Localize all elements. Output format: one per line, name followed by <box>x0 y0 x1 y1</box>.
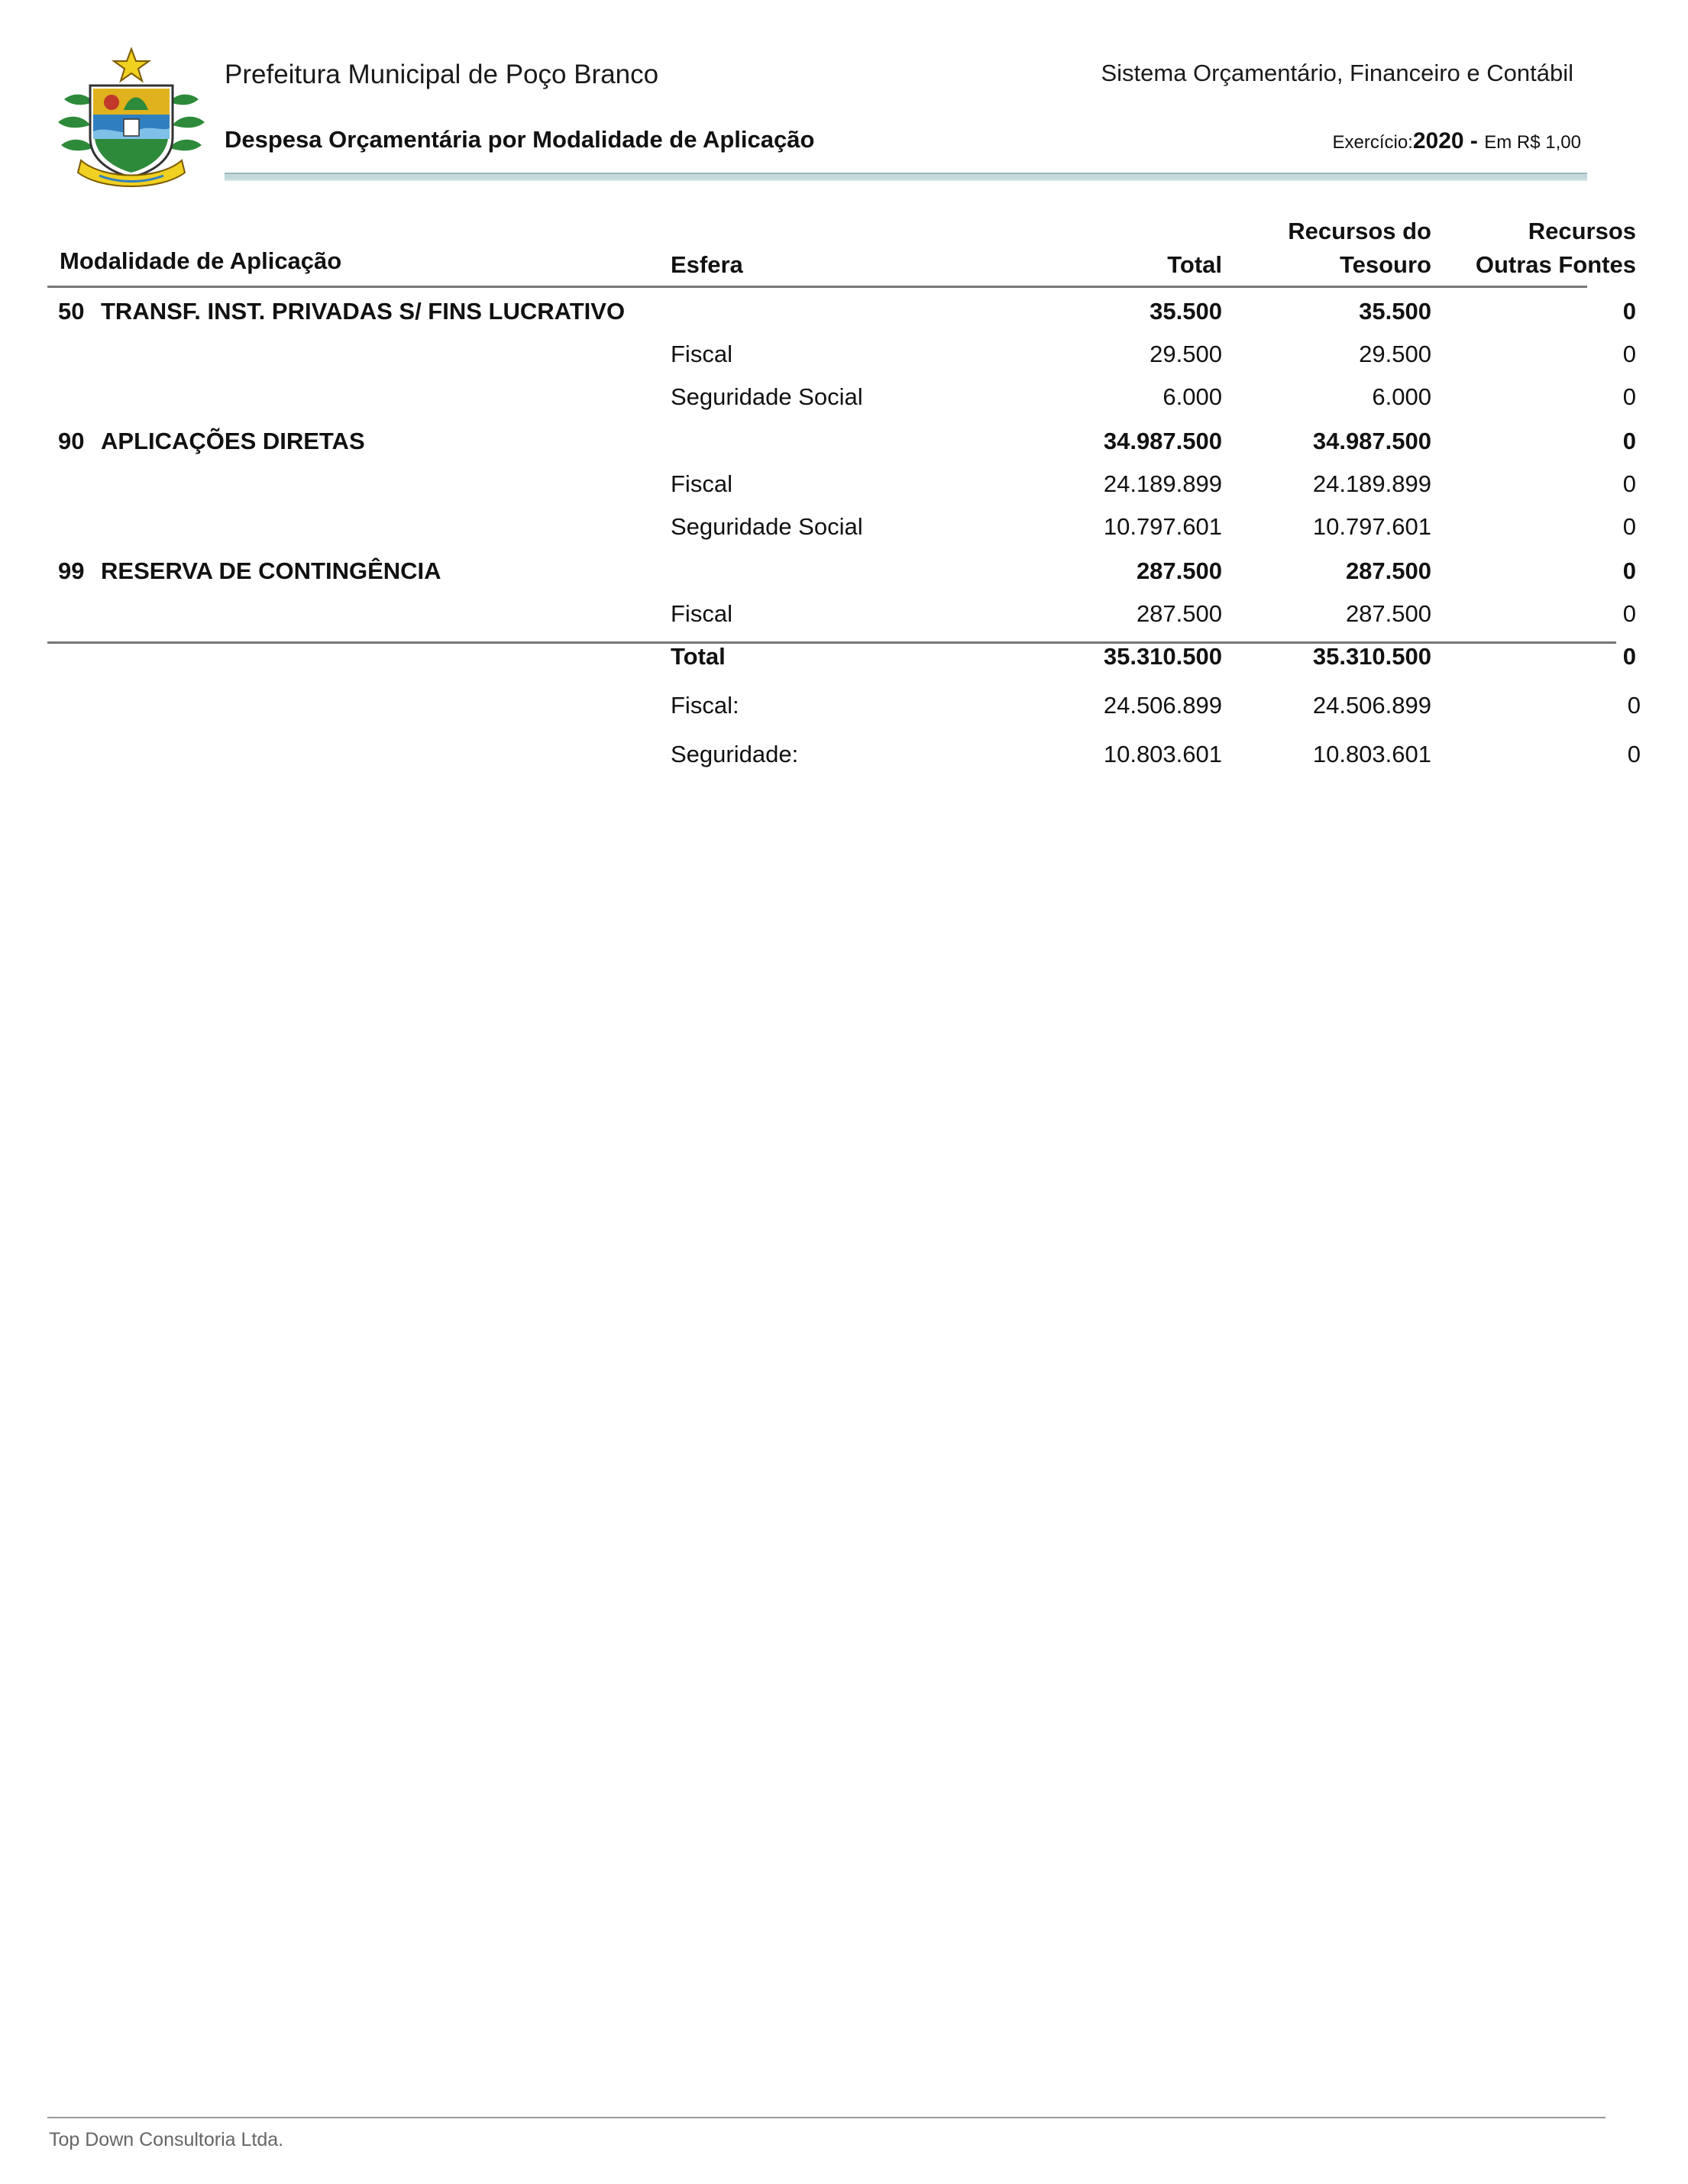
exercise-label: Exercício: <box>1332 132 1413 153</box>
currency-note: Em R$ 1,00 <box>1484 132 1581 153</box>
header-divider <box>225 173 1587 181</box>
row-total: 29.500 <box>1150 341 1222 367</box>
row-outras: 0 <box>1622 513 1636 540</box>
group-name: RESERVA DE CONTINGÊNCIA <box>101 557 441 584</box>
totals-fiscal-label: Fiscal: <box>671 692 739 719</box>
exercise-year: 2020 <box>1412 128 1464 153</box>
table-row-group <box>47 425 1636 458</box>
group-total: 287.500 <box>1136 557 1222 584</box>
esfera-label: Fiscal <box>671 341 732 367</box>
row-tesouro: 6.000 <box>1372 383 1431 410</box>
totals-fiscal-tesouro: 24.506.899 <box>1312 692 1431 719</box>
row-outras: 0 <box>1622 341 1636 367</box>
group-total: 34.987.500 <box>1103 428 1222 454</box>
system-name: Sistema Orçamentário, Financeiro e Contábil <box>1101 60 1573 86</box>
col-header-esfera: Esfera <box>671 251 743 278</box>
group-name: TRANSF. INST. PRIVADAS S/ FINS LUCRATIVO <box>101 298 626 325</box>
totals-seguridade-total: 10.803.601 <box>1103 741 1222 767</box>
esfera-label: Seguridade Social <box>671 383 863 410</box>
col-header-modalidade: Modalidade de Aplicação <box>60 247 342 274</box>
totals-fiscal-row <box>47 689 1641 722</box>
header-underline <box>47 286 1587 288</box>
totals-outras: 0 <box>1622 643 1636 670</box>
group-tesouro: 35.500 <box>1359 298 1431 325</box>
report-title: Despesa Orçamentária por Modalidade de Aplicação <box>225 126 815 153</box>
totals-tesouro: 35.310.500 <box>1312 643 1431 670</box>
esfera-label: Fiscal <box>671 470 732 497</box>
row-tesouro: 287.500 <box>1345 600 1431 627</box>
row-total: 6.000 <box>1163 383 1222 410</box>
row-tesouro: 24.189.899 <box>1312 470 1431 497</box>
group-outras: 0 <box>1622 298 1636 325</box>
table-row <box>47 380 1636 414</box>
table-row <box>47 467 1636 501</box>
row-total: 10.797.601 <box>1103 513 1222 540</box>
group-tesouro: 287.500 <box>1345 557 1431 584</box>
table-row-group <box>47 295 1636 328</box>
table-row <box>47 597 1636 631</box>
row-total: 24.189.899 <box>1103 470 1222 497</box>
table-row <box>47 338 1636 371</box>
group-total: 35.500 <box>1150 298 1222 325</box>
esfera-label: Fiscal <box>671 600 732 627</box>
col-header-tesouro-line1: Recursos do <box>1288 218 1431 244</box>
org-name: Prefeitura Municipal de Poço Branco <box>225 60 659 89</box>
group-tesouro: 34.987.500 <box>1312 428 1431 454</box>
totals-seguridade-outras: 0 <box>1627 741 1641 767</box>
exercise-separator: - <box>1463 128 1485 153</box>
totals-seguridade-row <box>47 738 1641 771</box>
col-header-outras-line2: Outras Fontes <box>1475 251 1636 278</box>
municipal-crest-icon <box>50 46 212 191</box>
totals-fiscal-total: 24.506.899 <box>1103 692 1222 719</box>
group-code: 90 <box>58 428 85 454</box>
footer-divider <box>47 2117 1606 2118</box>
group-outras: 0 <box>1622 428 1636 454</box>
footer-company: Top Down Consultoria Ltda. <box>49 2129 284 2150</box>
group-code: 99 <box>58 557 85 584</box>
totals-fiscal-outras: 0 <box>1627 692 1641 719</box>
row-outras: 0 <box>1622 470 1636 497</box>
col-header-total: Total <box>1167 251 1222 278</box>
row-tesouro: 29.500 <box>1359 341 1431 367</box>
esfera-label: Seguridade Social <box>671 513 863 540</box>
exercise-info <box>1146 128 1581 154</box>
col-header-tesouro-line2: Tesouro <box>1340 251 1431 278</box>
row-tesouro: 10.797.601 <box>1312 513 1431 540</box>
table-row-group <box>47 554 1636 588</box>
totals-seguridade-label: Seguridade: <box>671 741 799 767</box>
row-total: 287.500 <box>1136 600 1222 627</box>
row-outras: 0 <box>1622 383 1636 410</box>
group-outras: 0 <box>1622 557 1636 584</box>
totals-label: Total <box>671 643 726 670</box>
totals-seguridade-tesouro: 10.803.601 <box>1312 741 1431 767</box>
col-header-outras-line1: Recursos <box>1528 218 1636 244</box>
row-outras: 0 <box>1622 600 1636 627</box>
group-name: APLICAÇÕES DIRETAS <box>101 428 365 454</box>
group-code: 50 <box>58 298 85 325</box>
totals-total: 35.310.500 <box>1103 643 1222 670</box>
totals-row <box>47 640 1636 674</box>
table-row <box>47 510 1636 544</box>
